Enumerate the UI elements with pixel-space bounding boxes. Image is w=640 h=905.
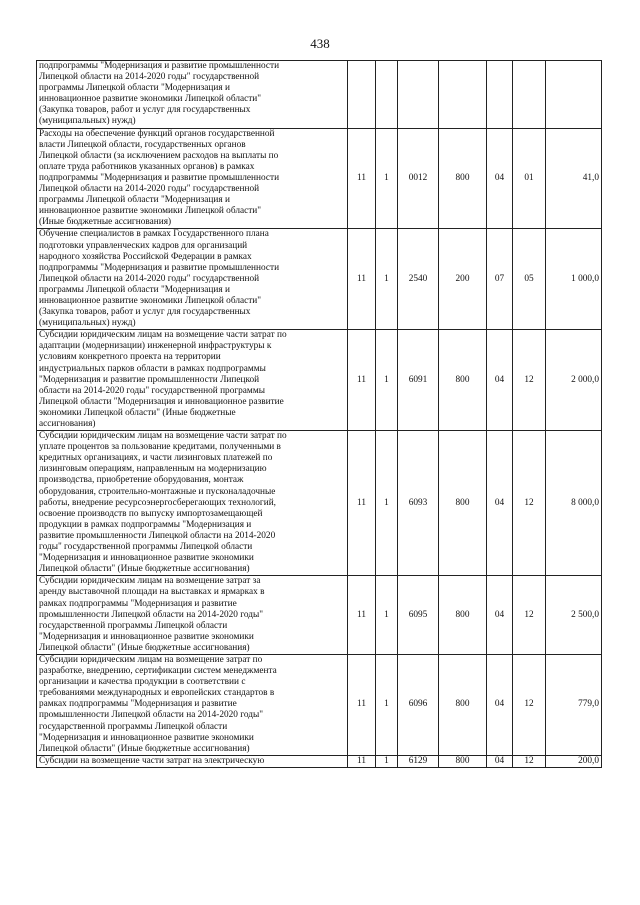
row-description — [37, 229, 348, 330]
description-line: Субсидии на возмещение части затрат на электрическую — [39, 755, 265, 766]
description-line: Липецкой области на 2014-2020 годы" государственной — [39, 72, 260, 83]
description-line: подпрограммы "Модернизация и развитие промышленности — [39, 61, 280, 71]
amount-cell: 1 000,0 — [546, 229, 602, 330]
description-line: подпрограммы "Модернизация и развитие промышленности — [39, 172, 280, 183]
target-article-code: 0012 — [398, 128, 439, 229]
description-line: Липецкой области на 2014-2020 годы" государственной — [39, 184, 260, 195]
expense-type-code: 800 — [439, 330, 487, 431]
description-line: ассигнования) — [39, 419, 96, 429]
target-article-code: 6129 — [398, 755, 439, 767]
description-line: освоение производств по выпуску импортозамещающей — [39, 508, 263, 519]
subsection-code: 1 — [376, 330, 398, 431]
amount-cell: 41,0 — [546, 128, 602, 229]
description-line: Липецкой области" (Иные бюджетные ассигнования) — [39, 642, 250, 653]
description-line: оплате труда работников указанных органов) в рамках — [39, 161, 255, 172]
subchapter-code: 12 — [513, 654, 546, 755]
subchapter-code: 12 — [513, 576, 546, 655]
amount-cell: 2 000,0 — [546, 330, 602, 431]
description-line: экономики Липецкой области" (Иные бюджетные — [39, 407, 236, 418]
subsection-code — [376, 61, 398, 129]
expense-type-code — [439, 61, 487, 129]
section-code: 11 — [348, 576, 376, 655]
row-description — [37, 128, 348, 229]
description-line: адаптации (модернизации) инженерной инфраструктуры к — [39, 341, 272, 352]
description-line: программы Липецкой области "Модернизация и — [39, 195, 230, 206]
subsection-code: 1 — [376, 128, 398, 229]
description-line: (муниципальных) нужд) — [39, 318, 136, 329]
chapter-code: 07 — [487, 229, 513, 330]
section-code — [348, 61, 376, 129]
description-line: Липецкой области (за исключением расходов на выплаты по — [39, 150, 279, 161]
description-line: власти Липецкой области, государственных органов — [39, 139, 246, 150]
subchapter-code: 12 — [513, 755, 546, 767]
table-row — [37, 755, 602, 767]
expense-type-code: 800 — [439, 431, 487, 576]
description-line: требованиями международных и европейских стандартов в — [39, 688, 275, 699]
expense-type-code: 200 — [439, 229, 487, 330]
section-code: 11 — [348, 755, 376, 767]
description-line: промышленности Липецкой области на 2014-2020 годы" — [39, 710, 263, 721]
description-line: "Модернизация и инновационное развитие экономики — [39, 631, 254, 642]
amount-cell: 200,0 — [546, 755, 602, 767]
description-line: разработке, внедрению, сертификации систем менеджмента — [39, 666, 277, 677]
section-code: 11 — [348, 128, 376, 229]
target-article-code: 2540 — [398, 229, 439, 330]
table-row — [37, 431, 602, 576]
expense-type-code: 800 — [439, 576, 487, 655]
description-line: государственной программы Липецкой области — [39, 721, 228, 732]
description-line: развитие промышленности Липецкой области на 2014-2020 — [39, 530, 276, 541]
page-number: 438 — [310, 36, 330, 51]
table-row — [37, 128, 602, 229]
amount-cell — [546, 61, 602, 129]
table-row — [37, 229, 602, 330]
description-line: области на 2014-2020 годы" государственной программы — [39, 385, 265, 396]
subsection-code: 1 — [376, 755, 398, 767]
section-code: 11 — [348, 654, 376, 755]
chapter-code: 04 — [487, 431, 513, 576]
chapter-code: 04 — [487, 654, 513, 755]
chapter-code: 04 — [487, 755, 513, 767]
description-line: оборудования, строительно-монтажные и пусконаладочные — [39, 486, 276, 497]
description-line: Расходы на обеспечение функций органов государственной — [39, 128, 275, 139]
description-line: "Модернизация и инновационное развитие экономики — [39, 732, 254, 743]
section-code: 11 — [348, 431, 376, 576]
row-description — [37, 61, 348, 129]
description-line: инновационное развитие экономики Липецкой области" — [39, 295, 262, 306]
target-article-code: 6091 — [398, 330, 439, 431]
expense-type-code: 800 — [439, 654, 487, 755]
table-row — [37, 654, 602, 755]
subchapter-code: 01 — [513, 128, 546, 229]
budget-table-body — [37, 61, 602, 768]
description-line: годы" государственной программы Липецкой области — [39, 542, 253, 553]
description-line: работы, внедрение ресурсоэнергосберегающих технологий, — [39, 497, 276, 508]
description-line: "Модернизация и развитие промышленности Липецкой — [39, 374, 260, 385]
expense-type-code: 800 — [439, 755, 487, 767]
subchapter-code: 05 — [513, 229, 546, 330]
description-line: "Модернизация и инновационное развитие экономики — [39, 553, 254, 564]
row-description — [37, 654, 348, 755]
chapter-code: 04 — [487, 330, 513, 431]
description-line: условиям конкретного проекта на территории — [39, 352, 221, 363]
description-line: Субсидии юридическим лицам на возмещение части затрат по — [39, 330, 287, 341]
description-line: народного хозяйства Российской Федерации в рамках — [39, 251, 252, 262]
description-line: Субсидии юридическим лицам на возмещение части затрат по — [39, 431, 287, 442]
description-line: (Закупка товаров, работ и услуг для государственных — [39, 105, 251, 116]
description-line: производства, приобретение оборудования, монтаж — [39, 475, 244, 486]
description-line: программы Липецкой области "Модернизация и — [39, 83, 230, 94]
description-line: Липецкой области" (Иные бюджетные ассигнования) — [39, 564, 250, 575]
description-line: Липецкой области "Модернизация и инновационное развитие — [39, 396, 284, 407]
description-line: рамках подпрограммы "Модернизация и развитие — [39, 598, 237, 609]
expense-type-code: 800 — [439, 128, 487, 229]
table-row — [37, 330, 602, 431]
amount-cell: 8 000,0 — [546, 431, 602, 576]
section-code: 11 — [348, 330, 376, 431]
description-line: (Иные бюджетные ассигнования) — [39, 217, 172, 228]
description-line: кредитных организациях, и части лизинговых платежей по — [39, 453, 273, 464]
description-line: уплате процентов за пользование кредитами, полученными в — [39, 442, 281, 453]
description-line: аренду выставочной площади на выставках и ярмарках в — [39, 587, 265, 598]
table-row — [37, 61, 602, 129]
table-row — [37, 576, 602, 655]
description-line: организации и качества продукции в соответствии с — [39, 677, 246, 688]
subchapter-code: 12 — [513, 431, 546, 576]
target-article-code: 6093 — [398, 431, 439, 576]
amount-cell: 779,0 — [546, 654, 602, 755]
section-code: 11 — [348, 229, 376, 330]
description-line: подготовки управленческих кадров для организаций — [39, 240, 248, 251]
description-line: рамках подпрограммы "Модернизация и развитие — [39, 699, 237, 710]
budget-table — [36, 60, 602, 768]
description-line: программы Липецкой области "Модернизация и — [39, 284, 230, 295]
description-line: лизинговым операциям, направленным на модернизацию — [39, 464, 267, 475]
subchapter-code — [513, 61, 546, 129]
description-line: (Закупка товаров, работ и услуг для государственных — [39, 307, 251, 318]
description-line: Липецкой области на 2014-2020 годы" государственной — [39, 273, 260, 284]
subsection-code: 1 — [376, 229, 398, 330]
subsection-code: 1 — [376, 654, 398, 755]
description-line: государственной программы Липецкой области — [39, 620, 228, 631]
row-description — [37, 576, 348, 655]
row-description — [37, 330, 348, 431]
target-article-code: 6095 — [398, 576, 439, 655]
description-line: Обучение специалистов в рамках Государственного плана — [39, 229, 269, 240]
row-description — [37, 755, 348, 767]
subsection-code: 1 — [376, 576, 398, 655]
target-article-code: 6096 — [398, 654, 439, 755]
description-line: (муниципальных) нужд) — [39, 116, 136, 127]
description-line: инновационное развитие экономики Липецкой области" — [39, 206, 262, 217]
subchapter-code: 12 — [513, 330, 546, 431]
description-line: Субсидии юридическим лицам на возмещение затрат за — [39, 576, 261, 587]
description-line: Липецкой области" (Иные бюджетные ассигнования) — [39, 743, 250, 754]
chapter-code — [487, 61, 513, 129]
chapter-code: 04 — [487, 128, 513, 229]
chapter-code: 04 — [487, 576, 513, 655]
description-line: подпрограммы "Модернизация и развитие промышленности — [39, 262, 280, 273]
description-line: инновационное развитие экономики Липецкой области" — [39, 94, 262, 105]
amount-cell: 2 500,0 — [546, 576, 602, 655]
subsection-code: 1 — [376, 431, 398, 576]
description-line: промышленности Липецкой области на 2014-2020 годы" — [39, 609, 263, 620]
target-article-code — [398, 61, 439, 129]
description-line: индустриальных парков области в рамках подпрограммы — [39, 363, 266, 374]
description-line: продукции в рамках подпрограммы "Модернизация и — [39, 519, 252, 530]
row-description — [37, 431, 348, 576]
description-line: Субсидии юридическим лицам на возмещение затрат по — [39, 654, 263, 665]
